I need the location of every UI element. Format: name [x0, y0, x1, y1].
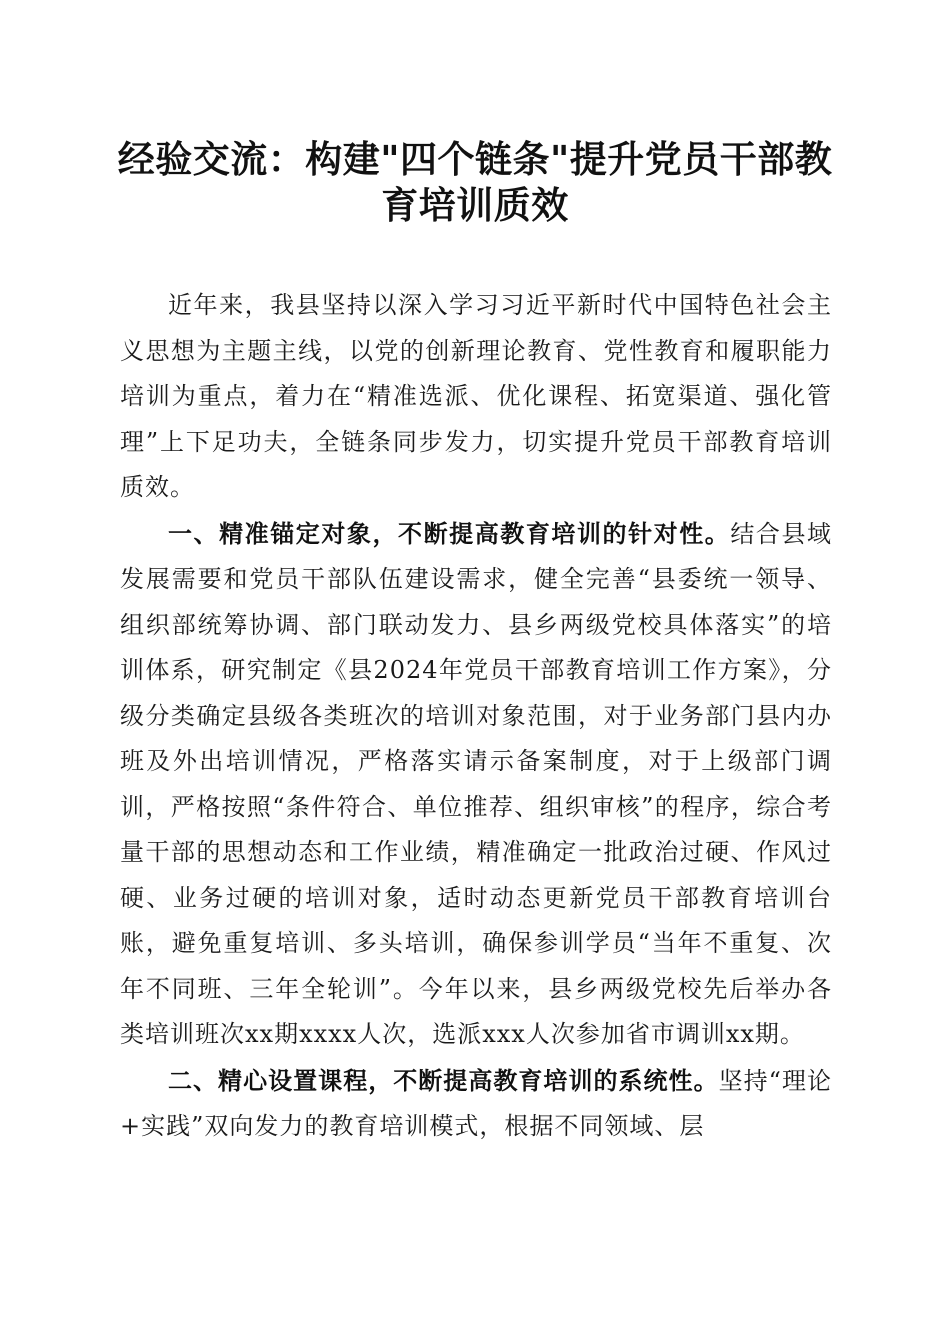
section-one-heading: 一、精准锚定对象，不断提高教育培训的针对性。: [168, 518, 731, 548]
paragraph-text: 近年来，我县坚持以深入学习习近平新时代中国特色社会主义思想为主题主线，以党的创新理论教育、党性教育和履职能力培训为重点，着力在“精准选派、优化课程、拓宽渠道、强化管理”上下足功夫，全链条同步发力，切实提升党员干部教育培训质效。: [120, 291, 832, 501]
document-body: [120, 282, 832, 1150]
section-two-heading: 二、精心设置课程，不断提高教育培训的系统性。: [168, 1065, 719, 1095]
section-one-text: 结合县域发展需要和党员干部队伍建设需求，健全完善“县委统一领导、组织部统筹协调、部门联动发力、县乡两级党校具体落实”的培训体系，研究制定《县2024年党员干部教育培训工作方案》，分级分类确定县级各类班次的培训对象范围，对于业务部门县内办班及外出培训情况，严格落实请示备案制度，对于上级部门调训，严格按照“条件符合、单位推荐、组织审核”的程序，综合考量干部的思想动态和工作业绩，精准确定一批政治过硬、作风过硬、业务过硬的培训对象，适时动态更新党员干部教育培训台账，避免重复培训、多头培训，确保参训学员“当年不重复、次年不同班、三年全轮训”。今年以来，县乡两级党校先后举办各类培训班次xx期xxxx人次，选派xxx人次参加省市调训xx期。: [120, 519, 833, 1048]
intro-paragraph: [120, 282, 832, 511]
section-two-paragraph: [120, 1058, 832, 1150]
document-title: 经验交流：构建"四个链条"提升党员干部教育培训质效: [117, 137, 833, 227]
section-two-text: 坚持“理论+实践”双向发力的教育培训模式，根据不同领域、层: [120, 1066, 832, 1140]
section-one-paragraph: [120, 511, 832, 1058]
